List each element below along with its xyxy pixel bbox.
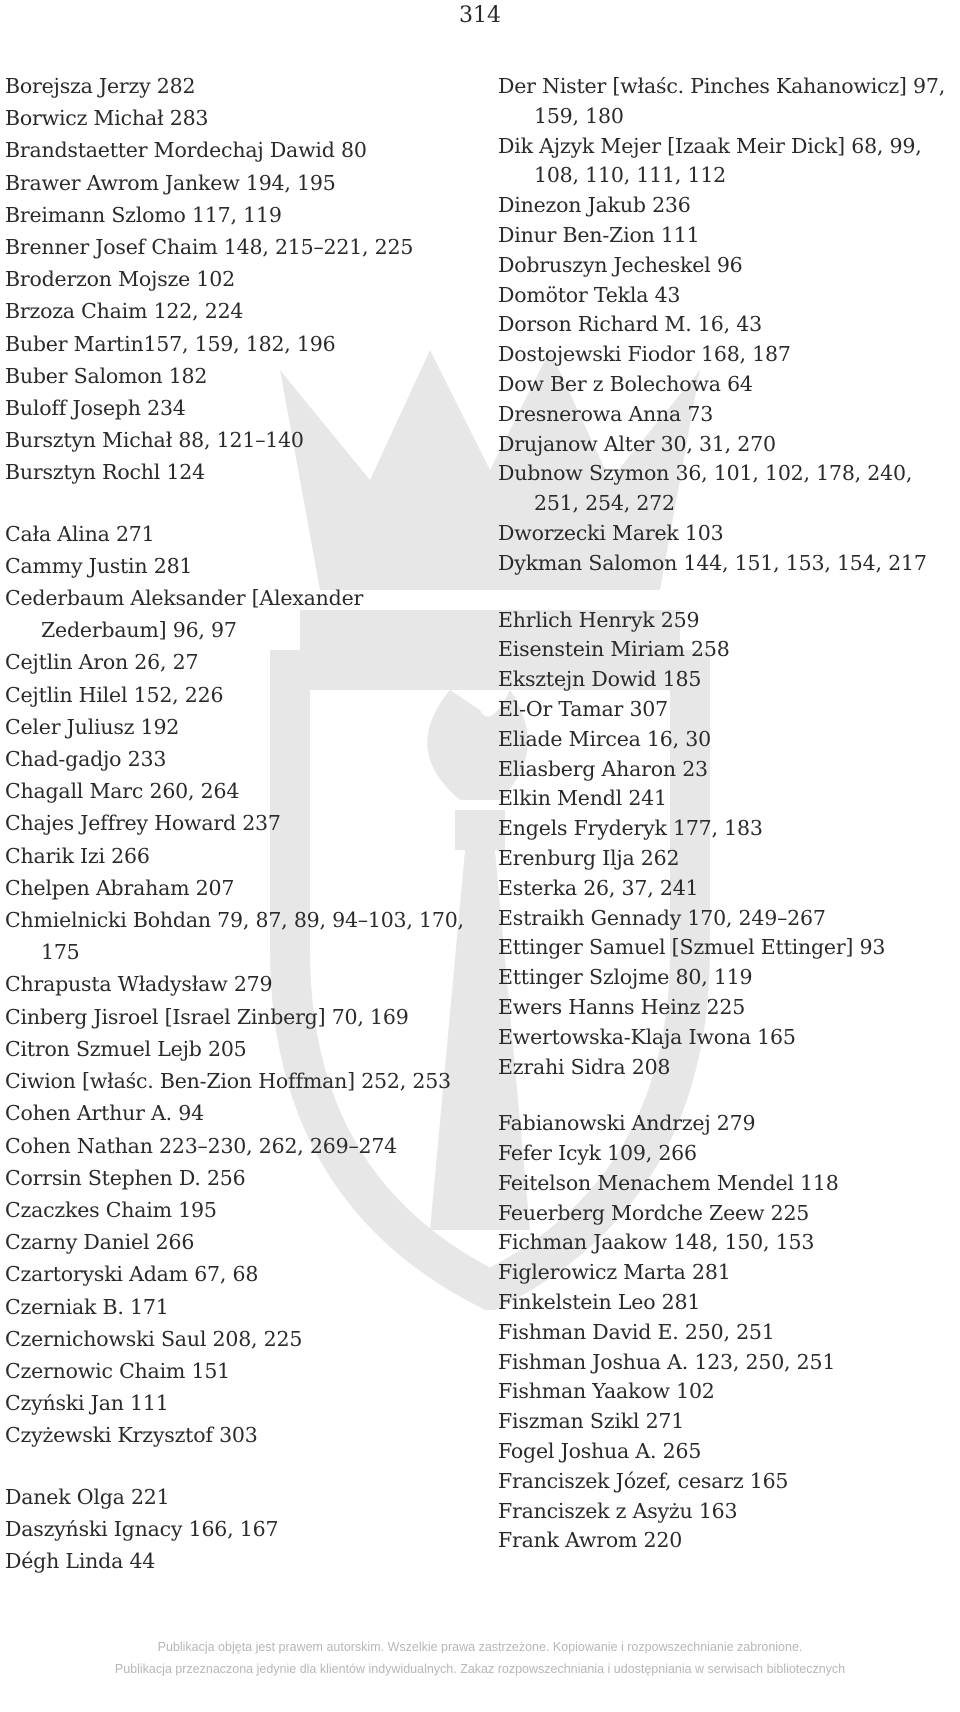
index-entry: Dow Ber z Bolechowa 64	[498, 371, 753, 396]
index-entry: Bursztyn Rochl 124	[5, 460, 205, 485]
index-entry: Buber Martin157, 159, 182, 196	[5, 331, 336, 356]
index-entry: Borejsza Jerzy 282	[5, 74, 196, 98]
index-entry: Buloff Joseph 234	[5, 396, 186, 421]
index-entry: Cohen Nathan 223–230, 262, 269–274	[5, 1133, 398, 1158]
index-entry: Bursztyn Michał 88, 121–140	[5, 428, 304, 453]
index-entry: Czerniak B. 171	[5, 1294, 169, 1319]
index-entry: Finkelstein Leo 281	[498, 1290, 701, 1315]
index-entry: Dykman Salomon 144, 151, 153, 154, 217	[498, 550, 927, 575]
index-entry: Dégh Linda 44	[5, 1548, 156, 1573]
index-entry: Fiszman Szikl 271	[498, 1409, 685, 1434]
index-entry: Dresnerowa Anna 73	[498, 401, 714, 426]
index-entry: Cohen Arthur A. 94	[5, 1101, 204, 1126]
index-entry: Brenner Josef Chaim 148, 215–221, 225	[5, 235, 414, 260]
index-entry: Citron Szmuel Lejb 205	[5, 1036, 247, 1061]
index-entry: Cinberg Jisroel [Israel Zinberg] 70, 169	[5, 1004, 409, 1029]
index-entry: Dostojewski Fiodor 168, 187	[498, 342, 791, 367]
index-entry: Ettinger Samuel [Szmuel Ettinger] 93	[498, 935, 886, 960]
index-entry: Chrapusta Władysław 279	[5, 972, 273, 997]
index-entry: Figlerowicz Marta 281	[498, 1260, 731, 1285]
index-entry: Borwicz Michał 283	[5, 106, 209, 131]
index-entry: Dobruszyn Jecheskel 96	[498, 252, 743, 277]
index-entry: Feitelson Menachem Mendel 118	[498, 1170, 839, 1195]
index-entry: Esterka 26, 37, 241	[498, 875, 699, 900]
index-entry: Dworzecki Marek 103	[498, 520, 724, 545]
index-entry: Dinezon Jakub 236	[498, 193, 691, 218]
index-entry: Ewers Hanns Heinz 225	[498, 994, 746, 1019]
index-entry: Cejtlin Hilel 152, 226	[5, 682, 224, 707]
index-entry: Cammy Justin 281	[5, 553, 193, 578]
page-number: 314	[459, 3, 501, 28]
index-entry: Erenburg Ilja 262	[498, 845, 680, 870]
index-entry: Fishman Joshua A. 123, 250, 251	[498, 1349, 836, 1374]
index-entry: Fishman David E. 250, 251	[498, 1319, 775, 1344]
index-entry: Czyński Jan 111	[5, 1391, 169, 1416]
index-entry: Charik Izi 266	[5, 843, 150, 868]
index-entry: Franciszek Józef, cesarz 165	[498, 1468, 789, 1493]
index-entry: Dubnow Szymon 36, 101, 102, 178, 240, 251, 254, 272	[498, 461, 913, 516]
index-entry: Czaczkes Chaim 195	[5, 1197, 217, 1222]
index-entry: Chajes Jeffrey Howard 237	[5, 811, 281, 836]
index-entry: Chmielnicki Bohdan 79, 87, 89, 94–103, 170, 175	[5, 908, 464, 965]
index-entry: Daszyński Ignacy 166, 167	[5, 1516, 279, 1541]
index-entry: Dik Ajzyk Mejer [Izaak Meir Dick] 68, 99, 108, 110, 111, 112	[498, 133, 922, 188]
index-entry: Brawer Awrom Jankew 194, 195	[5, 170, 336, 195]
index-entry: Feuerberg Mordche Zeew 225	[498, 1200, 810, 1225]
index-entry: Frank Awrom 220	[498, 1528, 683, 1553]
index-entry: Broderzon Mojsze 102	[5, 267, 235, 292]
letter-group-gap	[5, 489, 470, 518]
letter-group-gap	[498, 579, 960, 606]
index-entry: Czarny Daniel 266	[5, 1230, 195, 1255]
index-entry: Ezrahi Sidra 208	[498, 1054, 671, 1079]
index-entry: Dorson Richard M. 16, 43	[498, 312, 762, 337]
index-entry: Estraikh Gennady 170, 249–267	[498, 905, 826, 930]
index-entry: Chelpen Abraham 207	[5, 875, 235, 900]
index-entry: Elkin Mendl 241	[498, 786, 667, 811]
index-entry: Engels Fryderyk 177, 183	[498, 816, 763, 841]
copyright-notice: Publikacja objęta jest prawem autorskim. Wszelkie prawa zastrzeżone. Kopiowanie i rozpowszechnianie zabronione.	[157, 1640, 803, 1654]
index-entry: Fishman Yaakow 102	[498, 1379, 715, 1404]
index-entry: Breimann Szlomo 117, 119	[5, 202, 282, 227]
index-entry: Czartoryski Adam 67, 68	[5, 1262, 259, 1287]
index-entry: Corrsin Stephen D. 256	[5, 1165, 246, 1190]
index-entry: Domötor Tekla 43	[498, 282, 681, 307]
index-entry: Ewertowska-Klaja Iwona 165	[498, 1024, 796, 1049]
index-entry: Czyżewski Krzysztof 303	[5, 1423, 258, 1448]
index-entry: Chad-gadjo 233	[5, 747, 167, 772]
index-entry: Czernowic Chaim 151	[5, 1358, 231, 1383]
index-entry: Czernichowski Saul 208, 225	[5, 1326, 303, 1351]
index-entry: Dinur Ben-Zion 111	[498, 222, 700, 247]
index-column-right	[498, 72, 960, 1556]
index-entry: Eisenstein Miriam 258	[498, 637, 730, 662]
index-entry: Eliade Mircea 16, 30	[498, 726, 711, 751]
index-entry: Buber Salomon 182	[5, 363, 208, 388]
index-entry: Eksztejn Dowid 185	[498, 667, 702, 692]
index-entry: Fogel Joshua A. 265	[498, 1439, 702, 1464]
index-entry: Ettinger Szlojme 80, 119	[498, 965, 753, 990]
letter-group-gap	[498, 1082, 960, 1109]
index-entry: Ehrlich Henryk 259	[498, 607, 700, 632]
usage-notice: Publikacja przeznaczona jedynie dla klientów indywidualnych. Zakaz rozpowszechniania i udostępniania w serwisach bibliotecznych	[114, 1662, 846, 1676]
index-entry: Der Nister [właśc. Pinches Kahanowicz] 97, 159, 180	[498, 74, 946, 128]
index-entry: Fichman Jaakow 148, 150, 153	[498, 1230, 815, 1255]
index-entry: Fefer Icyk 109, 266	[498, 1141, 697, 1166]
index-entry: Brzoza Chaim 122, 224	[5, 299, 244, 324]
index-entry: Cała Alina 271	[5, 521, 155, 546]
letter-group-gap	[5, 1452, 470, 1481]
index-entry: Chagall Marc 260, 264	[5, 779, 240, 804]
index-entry: Fabianowski Andrzej 279	[498, 1111, 756, 1136]
index-entry: Ciwion [właśc. Ben-Zion Hoffman] 252, 253	[5, 1069, 451, 1094]
index-column-left	[5, 70, 470, 1577]
index-entry: Brandstaetter Mordechaj Dawid 80	[5, 138, 367, 163]
index-entry: El-Or Tamar 307	[498, 696, 668, 721]
index-entry: Franciszek z Asyżu 163	[498, 1498, 738, 1523]
index-entry: Eliasberg Aharon 23	[498, 756, 708, 781]
index-entry: Celer Juliusz 192	[5, 714, 180, 739]
index-entry: Drujanow Alter 30, 31, 270	[498, 431, 776, 456]
index-entry: Cederbaum Aleksander [Alexander Zederbaum] 96, 97	[5, 586, 364, 643]
index-entry: Cejtlin Aron 26, 27	[5, 650, 199, 675]
index-entry: Danek Olga 221	[5, 1484, 170, 1509]
